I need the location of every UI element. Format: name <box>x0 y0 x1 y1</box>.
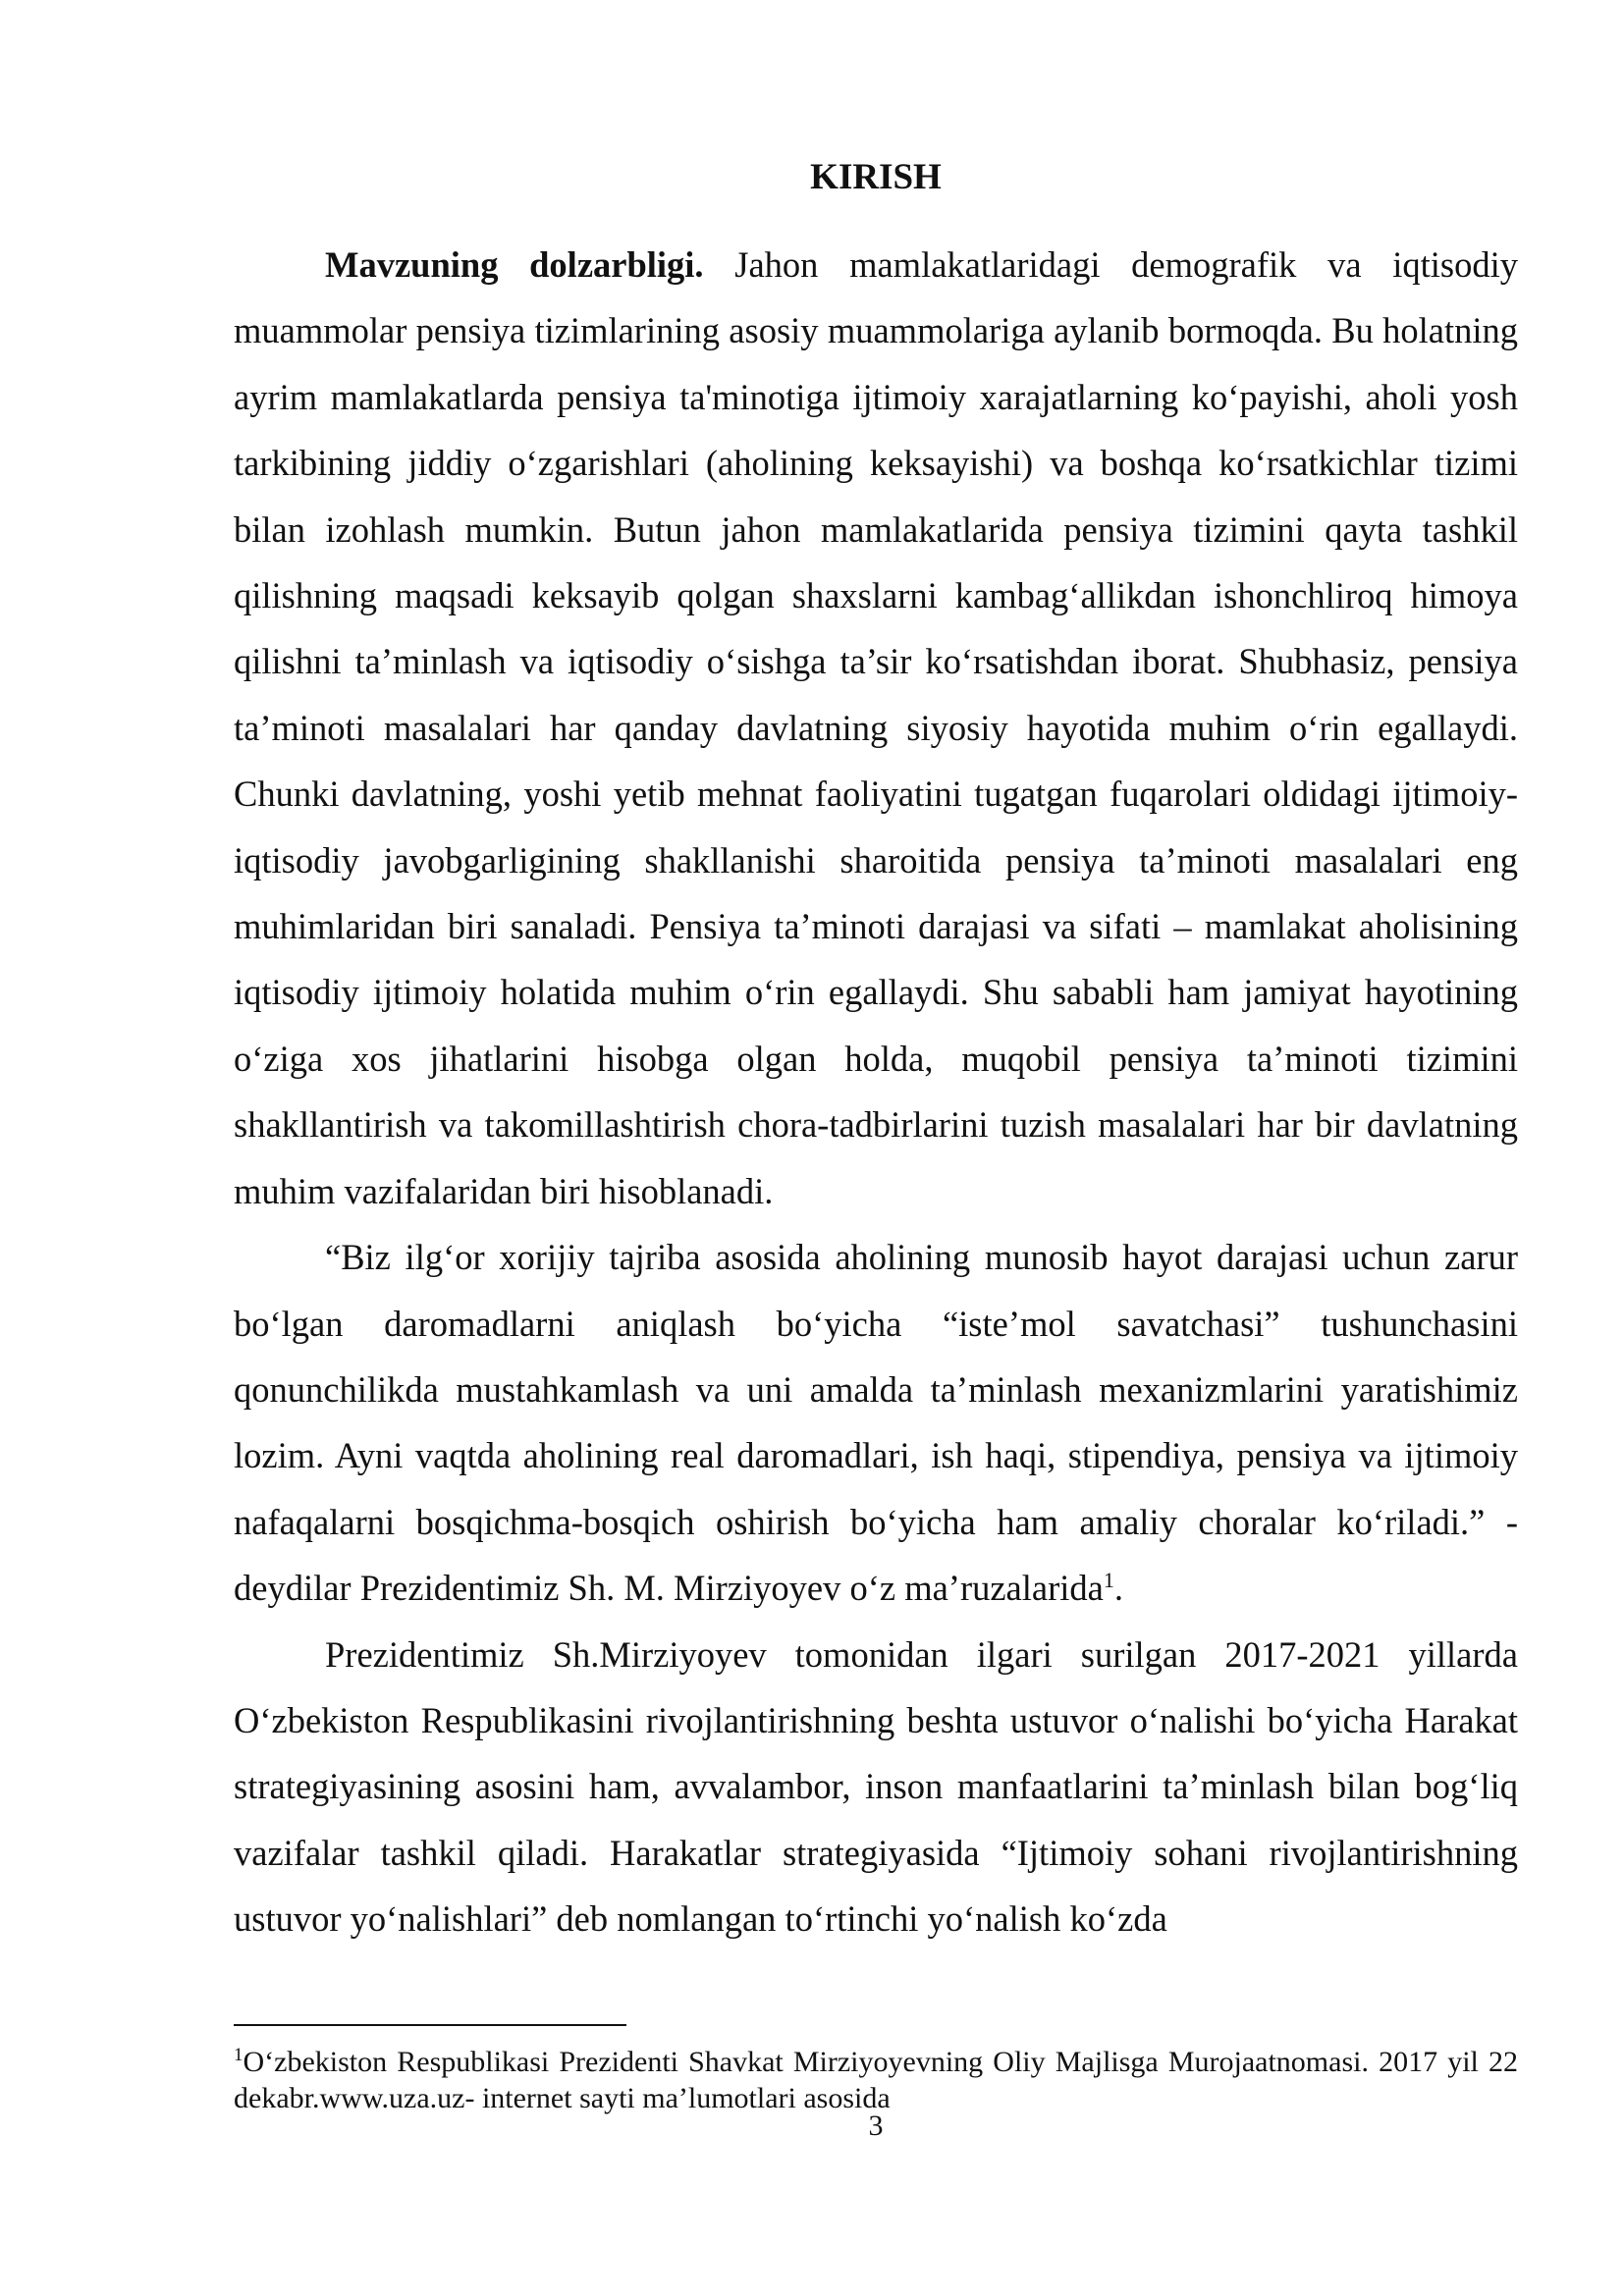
body-text <box>234 232 1518 1952</box>
paragraph-strategy <box>234 1622 1518 1952</box>
paragraph-end: . <box>1113 1568 1123 1609</box>
paragraph-quote <box>234 1224 1518 1621</box>
section-title: KIRISH <box>810 157 942 197</box>
paragraph-lead: Mavzuning dolzarbligi. <box>325 244 704 285</box>
paragraph-text: Prezidentimiz Sh.Mirziyoyev tomonidan ilgari surilgan 2017-2021 yillarda O‘zbekiston Respublikasini rivojlantirishning beshta ustuvor o‘nalishi bo‘yicha Harakat strategiyasining asosini ham, avvalambor, inson manfaatlarini ta’minlash bilan bog‘liq vazifalar tashkil qiladi. Harakatlar strategiyasida “Ijtimoiy sohani rivojlantirishning ustuvor yo‘nalishlari” deb nomlangan to‘rtinchi yo‘nalish ko‘zda <box>234 1633 1518 1940</box>
footnote-text: O‘zbekiston Respublikasi Prezidenti Shavkat Mirziyoyevning Oliy Majlisga Murojaatnomasi. 2017 yil 22 dekabr.www.uza.uz- internet sayti ma’lumotlari asosida <box>234 2046 1518 2114</box>
footnote <box>234 2044 1518 2116</box>
paragraph-text: Jahon mamlakatlaridagi demografik va iqtisodiy muammolar pensiya tizimlarining asosiy muammolariga aylanib bormoqda. Bu holatning ayrim mamlakatlarda pensiya ta'minotiga ijtimoiy xarajatlarning ko‘payishi, aholi yosh tarkibining jiddiy o‘zgarishlari (aholining keksayishi) va boshqa ko‘rsatkichlar tizimi bilan izohlash mumkin. Butun jahon mamlakatlarida pensiya tizimini qayta tashkil qilishning maqsadi keksayib qolgan shaxslarni kambag‘allikdan ishonchliroq himoya qilishni ta’minlash va iqtisodiy o‘sishga ta’sir ko‘rsatishdan iborat. Shubhasiz, pensiya ta’minoti masalalari har qanday davlatning siyosiy hayotida muhim o‘rin egallaydi. Chunki davlatning, yoshi yetib mehnat faoliyatini tugatgan fuqarolari oldidagi ijtimoiy-iqtisodiy javobgarligining shakllanishi sharoitida pensiya ta’minoti masalalari eng muhimlaridan biri sanaladi. Pensiya ta’minoti darajasi va sifati – mamlakat aholisining iqtisodiy ijtimoiy holatida muhim o‘rin egallaydi. Shu sababli ham jamiyat hayotining o‘ziga xos jihatlarini hisobga olgan holda, muqobil pensiya ta’minoti tizimini shakllantirish va takomillashtirish chora-tadbirlarini tuzish masalalari har bir davlatning muhim vazifalaridan biri hisoblanadi. <box>234 244 1518 1211</box>
paragraph-relevance <box>234 232 1518 1224</box>
footnote-marker: 1 <box>234 2045 244 2065</box>
page-number: 3 <box>868 2109 884 2142</box>
footnote-reference[interactable]: 1 <box>1103 1567 1114 1592</box>
paragraph-text: “Biz ilg‘or xorijiy tajriba asosida aholining munosib hayot darajasi uchun zarur bo‘lgan daromadlarni aniqlash bo‘yicha “iste’mol savatchasi” tushunchasini qonunchilikda mustahkamlash va uni amalda ta’minlash mexanizmlarini yaratishimiz lozim. Ayni vaqtda aholining real daromadlari, ish haqi, stipendiya, pensiya va ijtimoiy nafaqalarni bosqichma-bosqich oshirish bo‘yicha ham amaliy choralar ko‘riladi.” - deydilar Prezidentimiz Sh. M. Mirziyoyev o‘z ma’ruzalarida <box>234 1237 1518 1609</box>
footnote-separator <box>234 2024 626 2026</box>
